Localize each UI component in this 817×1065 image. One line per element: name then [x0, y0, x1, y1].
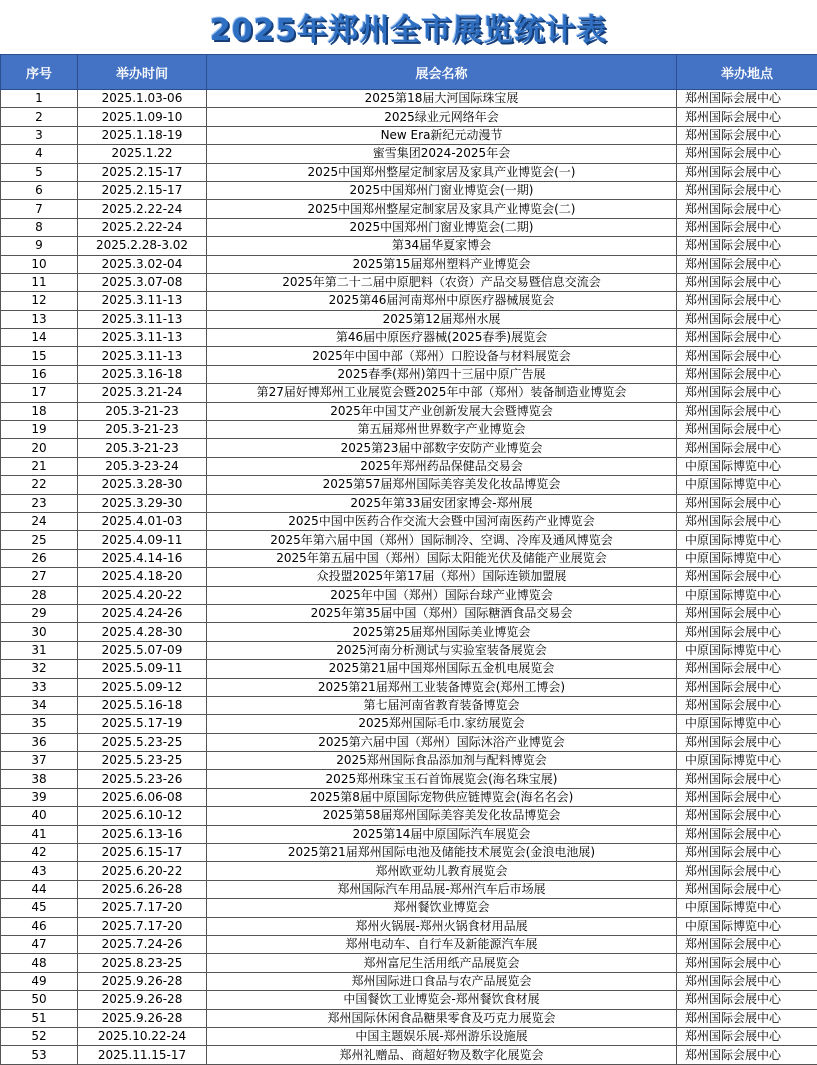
cell-name: 2025第8届中原国际宠物供应链博览会(海名名会)	[207, 788, 677, 806]
cell-index: 33	[1, 678, 78, 696]
cell-name: 蜜雪集团2024-2025年会	[207, 145, 677, 163]
cell-name: 第七届河南省教育装备博览会	[207, 696, 677, 714]
cell-index: 19	[1, 421, 78, 439]
table-row	[1, 310, 817, 328]
cell-date: 2025.5.17-19	[78, 715, 207, 733]
cell-date: 2025.3.07-08	[78, 273, 207, 291]
cell-name: 2025第58届郑州国际美容美发化妆品博览会	[207, 807, 677, 825]
cell-venue: 郑州国际会展中心	[677, 678, 817, 696]
table-row	[1, 494, 817, 512]
cell-venue: 郑州国际会展中心	[677, 991, 817, 1009]
table-row	[1, 237, 817, 255]
table-row	[1, 512, 817, 530]
cell-venue: 郑州国际会展中心	[677, 494, 817, 512]
cell-venue: 郑州国际会展中心	[677, 310, 817, 328]
cell-date: 2025.7.17-20	[78, 899, 207, 917]
cell-index: 50	[1, 991, 78, 1009]
cell-name: 2025年中国艾产业创新发展大会暨博览会	[207, 402, 677, 420]
cell-date: 2025.3.16-18	[78, 365, 207, 383]
cell-name: 郑州国际汽车用品展-郑州汽车后市场展	[207, 880, 677, 898]
cell-date: 2025.3.28-30	[78, 476, 207, 494]
cell-index: 43	[1, 862, 78, 880]
cell-index: 13	[1, 310, 78, 328]
cell-name: 2025第46届河南郑州中原医疗器械展览会	[207, 292, 677, 310]
cell-date: 2025.4.14-16	[78, 549, 207, 567]
cell-venue: 郑州国际会展中心	[677, 807, 817, 825]
cell-index: 2	[1, 108, 78, 126]
cell-date: 2025.4.09-11	[78, 531, 207, 549]
cell-venue: 中原国际博览中心	[677, 476, 817, 494]
cell-name: 2025河南分析测试与实验室装备展览会	[207, 641, 677, 659]
cell-venue: 郑州国际会展中心	[677, 200, 817, 218]
cell-index: 32	[1, 660, 78, 678]
cell-venue: 中原国际博览中心	[677, 752, 817, 770]
cell-date: 2025.2.15-17	[78, 181, 207, 199]
cell-date: 2025.3.02-04	[78, 255, 207, 273]
cell-index: 10	[1, 255, 78, 273]
cell-index: 53	[1, 1046, 78, 1064]
table-row	[1, 770, 817, 788]
cell-index: 35	[1, 715, 78, 733]
table-row	[1, 549, 817, 567]
cell-venue: 郑州国际会展中心	[677, 365, 817, 383]
cell-venue: 郑州国际会展中心	[677, 384, 817, 402]
table-row	[1, 623, 817, 641]
cell-date: 2025.10.22-24	[78, 1027, 207, 1045]
cell-date: 2025.4.01-03	[78, 512, 207, 530]
cell-date: 2025.9.26-28	[78, 1009, 207, 1027]
cell-date: 2025.6.10-12	[78, 807, 207, 825]
cell-venue: 郑州国际会展中心	[677, 1046, 817, 1064]
cell-index: 48	[1, 954, 78, 972]
cell-venue: 郑州国际会展中心	[677, 237, 817, 255]
table-row	[1, 1009, 817, 1027]
cell-venue: 郑州国际会展中心	[677, 770, 817, 788]
table-row	[1, 126, 817, 144]
table-row	[1, 586, 817, 604]
exhibition-table	[0, 54, 817, 1065]
cell-name: 2025年第六届中国（郑州）国际制冷、空调、冷库及通风博览会	[207, 531, 677, 549]
cell-venue: 郑州国际会展中心	[677, 439, 817, 457]
cell-name: 2025年第二十二届中原肥料（农资）产品交易暨信息交流会	[207, 273, 677, 291]
table-row	[1, 660, 817, 678]
cell-index: 21	[1, 457, 78, 475]
header-date: 举办时间	[78, 55, 207, 90]
cell-index: 25	[1, 531, 78, 549]
table-row	[1, 807, 817, 825]
cell-venue: 中原国际博览中心	[677, 917, 817, 935]
cell-venue: 中原国际博览中心	[677, 586, 817, 604]
cell-date: 205.3-21-23	[78, 402, 207, 420]
table-row	[1, 476, 817, 494]
table-row	[1, 402, 817, 420]
cell-index: 27	[1, 568, 78, 586]
table-row	[1, 733, 817, 751]
cell-index: 36	[1, 733, 78, 751]
cell-date: 2025.2.22-24	[78, 200, 207, 218]
table-row	[1, 292, 817, 310]
table-row	[1, 1046, 817, 1064]
cell-index: 14	[1, 329, 78, 347]
cell-index: 39	[1, 788, 78, 806]
cell-date: 2025.3.11-13	[78, 292, 207, 310]
cell-date: 2025.1.09-10	[78, 108, 207, 126]
cell-venue: 郑州国际会展中心	[677, 145, 817, 163]
cell-name: 2025第23届中部数字安防产业博览会	[207, 439, 677, 457]
cell-venue: 郑州国际会展中心	[677, 972, 817, 990]
cell-venue: 郑州国际会展中心	[677, 604, 817, 622]
table-row	[1, 917, 817, 935]
cell-name: 2025年第33届安团家博会-郑州展	[207, 494, 677, 512]
cell-date: 2025.7.17-20	[78, 917, 207, 935]
page-title: 2025年郑州全市展览统计表	[0, 0, 817, 54]
cell-name: 2025第六届中国（郑州）国际沐浴产业博览会	[207, 733, 677, 751]
cell-name: 郑州欧亚幼儿教育展览会	[207, 862, 677, 880]
cell-index: 9	[1, 237, 78, 255]
cell-name: 2025绿业元网络年会	[207, 108, 677, 126]
table-row	[1, 678, 817, 696]
cell-venue: 郑州国际会展中心	[677, 1009, 817, 1027]
cell-date: 2025.6.20-22	[78, 862, 207, 880]
cell-name: 郑州富尼生活用纸产品展览会	[207, 954, 677, 972]
table-row	[1, 439, 817, 457]
cell-date: 2025.5.23-25	[78, 752, 207, 770]
table-row	[1, 531, 817, 549]
cell-venue: 郑州国际会展中心	[677, 90, 817, 108]
cell-name: 第46届中原医疗器械(2025春季)展览会	[207, 329, 677, 347]
cell-date: 2025.5.09-12	[78, 678, 207, 696]
cell-name: 郑州餐饮业博览会	[207, 899, 677, 917]
cell-venue: 郑州国际会展中心	[677, 1027, 817, 1045]
cell-name: 2025第25届郑州国际美业博览会	[207, 623, 677, 641]
cell-venue: 郑州国际会展中心	[677, 402, 817, 420]
table-row	[1, 844, 817, 862]
cell-venue: 郑州国际会展中心	[677, 181, 817, 199]
cell-venue: 郑州国际会展中心	[677, 163, 817, 181]
cell-index: 44	[1, 880, 78, 898]
cell-date: 2025.11.15-17	[78, 1046, 207, 1064]
cell-name: 郑州火锅展-郑州火锅食材用品展	[207, 917, 677, 935]
cell-date: 2025.6.26-28	[78, 880, 207, 898]
cell-date: 2025.6.13-16	[78, 825, 207, 843]
cell-name: 众投盟2025年第17届（郑州）国际连锁加盟展	[207, 568, 677, 586]
table-row	[1, 825, 817, 843]
table-row	[1, 347, 817, 365]
cell-name: 2025中国郑州门窗业博览会(一期)	[207, 181, 677, 199]
table-header-row	[1, 55, 817, 90]
cell-venue: 郑州国际会展中心	[677, 623, 817, 641]
cell-index: 23	[1, 494, 78, 512]
cell-index: 16	[1, 365, 78, 383]
table-row	[1, 752, 817, 770]
table-body	[1, 90, 817, 1065]
cell-name: 2025郑州珠宝玉石首饰展览会(海名珠宝展)	[207, 770, 677, 788]
cell-index: 24	[1, 512, 78, 530]
cell-venue: 郑州国际会展中心	[677, 329, 817, 347]
cell-name: 2025第21届郑州工业装备博览会(郑州工博会)	[207, 678, 677, 696]
cell-index: 12	[1, 292, 78, 310]
cell-name: 2025郑州国际毛巾.家纺展览会	[207, 715, 677, 733]
cell-venue: 郑州国际会展中心	[677, 733, 817, 751]
cell-venue: 郑州国际会展中心	[677, 844, 817, 862]
cell-date: 2025.5.09-11	[78, 660, 207, 678]
cell-index: 38	[1, 770, 78, 788]
cell-name: 第34届华夏家博会	[207, 237, 677, 255]
cell-name: 2025中国郑州整屋定制家居及家具产业博览会(二)	[207, 200, 677, 218]
cell-venue: 郑州国际会展中心	[677, 273, 817, 291]
cell-venue: 郑州国际会展中心	[677, 696, 817, 714]
table-row	[1, 715, 817, 733]
cell-date: 205.3-21-23	[78, 439, 207, 457]
cell-name: 2025第57届郑州国际美容美发化妆品博览会	[207, 476, 677, 494]
cell-name: 中国主题娱乐展-郑州游乐设施展	[207, 1027, 677, 1045]
cell-date: 2025.4.20-22	[78, 586, 207, 604]
cell-name: 2025中国郑州门窗业博览会(二期)	[207, 218, 677, 236]
cell-index: 7	[1, 200, 78, 218]
cell-name: 郑州国际进口食品与农产品展览会	[207, 972, 677, 990]
cell-index: 41	[1, 825, 78, 843]
table-row	[1, 696, 817, 714]
cell-index: 11	[1, 273, 78, 291]
cell-index: 37	[1, 752, 78, 770]
cell-venue: 郑州国际会展中心	[677, 954, 817, 972]
cell-date: 2025.3.11-13	[78, 310, 207, 328]
cell-date: 2025.2.15-17	[78, 163, 207, 181]
cell-index: 31	[1, 641, 78, 659]
table-row	[1, 788, 817, 806]
cell-name: 2025第12届郑州水展	[207, 310, 677, 328]
cell-venue: 郑州国际会展中心	[677, 660, 817, 678]
table-row	[1, 1027, 817, 1045]
cell-venue: 郑州国际会展中心	[677, 347, 817, 365]
cell-name: 2025郑州国际食品添加剂与配料博览会	[207, 752, 677, 770]
cell-name: 2025第14届中原国际汽车展览会	[207, 825, 677, 843]
cell-date: 2025.6.15-17	[78, 844, 207, 862]
cell-date: 2025.4.24-26	[78, 604, 207, 622]
table-row	[1, 991, 817, 1009]
cell-date: 2025.5.16-18	[78, 696, 207, 714]
cell-index: 18	[1, 402, 78, 420]
cell-index: 45	[1, 899, 78, 917]
table-row	[1, 880, 817, 898]
table-row	[1, 457, 817, 475]
cell-venue: 郑州国际会展中心	[677, 788, 817, 806]
cell-date: 2025.1.18-19	[78, 126, 207, 144]
cell-venue: 郑州国际会展中心	[677, 512, 817, 530]
cell-name: 中国餐饮工业博览会-郑州餐饮食材展	[207, 991, 677, 1009]
table-row	[1, 181, 817, 199]
table-row	[1, 365, 817, 383]
cell-venue: 郑州国际会展中心	[677, 218, 817, 236]
cell-venue: 郑州国际会展中心	[677, 825, 817, 843]
cell-date: 2025.2.28-3.02	[78, 237, 207, 255]
cell-name: 郑州礼赠品、商超好物及数字化展览会	[207, 1046, 677, 1064]
table-row	[1, 935, 817, 953]
cell-index: 28	[1, 586, 78, 604]
cell-date: 2025.5.23-26	[78, 770, 207, 788]
table-row	[1, 108, 817, 126]
table-row	[1, 273, 817, 291]
cell-venue: 郑州国际会展中心	[677, 568, 817, 586]
table-row	[1, 90, 817, 108]
cell-index: 8	[1, 218, 78, 236]
cell-name: 2025春季(郑州)第四十三届中原广告展	[207, 365, 677, 383]
cell-index: 3	[1, 126, 78, 144]
cell-name: 2025年第35届中国（郑州）国际糖酒食品交易会	[207, 604, 677, 622]
cell-name: 郑州国际休闲食品糖果零食及巧克力展览会	[207, 1009, 677, 1027]
cell-name: 2025年第五届中国（郑州）国际太阳能光伏及储能产业展览会	[207, 549, 677, 567]
cell-date: 2025.3.29-30	[78, 494, 207, 512]
cell-date: 2025.3.11-13	[78, 347, 207, 365]
cell-venue: 中原国际博览中心	[677, 457, 817, 475]
table-row	[1, 604, 817, 622]
cell-index: 46	[1, 917, 78, 935]
cell-name: 2025年郑州药品保健品交易会	[207, 457, 677, 475]
cell-index: 6	[1, 181, 78, 199]
cell-name: 2025第21届中国郑州国际五金机电展览会	[207, 660, 677, 678]
cell-venue: 中原国际博览中心	[677, 549, 817, 567]
cell-date: 2025.1.22	[78, 145, 207, 163]
cell-name: 第27届好博郑州工业展览会暨2025年中部（郑州）装备制造业博览会	[207, 384, 677, 402]
cell-index: 1	[1, 90, 78, 108]
cell-index: 30	[1, 623, 78, 641]
cell-venue: 郑州国际会展中心	[677, 880, 817, 898]
cell-index: 51	[1, 1009, 78, 1027]
cell-date: 2025.4.18-20	[78, 568, 207, 586]
cell-date: 2025.8.23-25	[78, 954, 207, 972]
header-index: 序号	[1, 55, 78, 90]
cell-index: 52	[1, 1027, 78, 1045]
cell-date: 2025.1.03-06	[78, 90, 207, 108]
cell-index: 22	[1, 476, 78, 494]
table-row	[1, 255, 817, 273]
cell-name: 2025第18届大河国际珠宝展	[207, 90, 677, 108]
cell-index: 4	[1, 145, 78, 163]
cell-venue: 中原国际博览中心	[677, 899, 817, 917]
table-row	[1, 163, 817, 181]
cell-index: 42	[1, 844, 78, 862]
cell-index: 29	[1, 604, 78, 622]
cell-date: 2025.5.07-09	[78, 641, 207, 659]
cell-name: 2025年中国中部（郑州）口腔设备与材料展览会	[207, 347, 677, 365]
table-row	[1, 899, 817, 917]
cell-index: 26	[1, 549, 78, 567]
cell-date: 205.3-23-24	[78, 457, 207, 475]
cell-index: 15	[1, 347, 78, 365]
cell-venue: 郑州国际会展中心	[677, 108, 817, 126]
cell-venue: 中原国际博览中心	[677, 715, 817, 733]
cell-venue: 郑州国际会展中心	[677, 421, 817, 439]
cell-date: 2025.9.26-28	[78, 991, 207, 1009]
cell-name: 2025中国郑州整屋定制家居及家具产业博览会(一)	[207, 163, 677, 181]
cell-name: 2025第15届郑州塑料产业博览会	[207, 255, 677, 273]
table-row	[1, 329, 817, 347]
cell-name: 郑州电动车、自行车及新能源汽车展	[207, 935, 677, 953]
table-row	[1, 145, 817, 163]
cell-date: 2025.4.28-30	[78, 623, 207, 641]
table-row	[1, 862, 817, 880]
cell-venue: 郑州国际会展中心	[677, 935, 817, 953]
cell-index: 49	[1, 972, 78, 990]
cell-date: 2025.7.24-26	[78, 935, 207, 953]
cell-name: 2025第21届郑州国际电池及储能技术展览会(金浪电池展)	[207, 844, 677, 862]
table-row	[1, 954, 817, 972]
cell-venue: 郑州国际会展中心	[677, 292, 817, 310]
cell-date: 2025.6.06-08	[78, 788, 207, 806]
header-venue: 举办地点	[677, 55, 817, 90]
cell-index: 34	[1, 696, 78, 714]
cell-index: 5	[1, 163, 78, 181]
table-row	[1, 972, 817, 990]
cell-venue: 郑州国际会展中心	[677, 255, 817, 273]
cell-date: 2025.9.26-28	[78, 972, 207, 990]
cell-name: 2025中国中医药合作交流大会暨中国河南医药产业博览会	[207, 512, 677, 530]
cell-index: 47	[1, 935, 78, 953]
cell-date: 2025.5.23-25	[78, 733, 207, 751]
table-row	[1, 384, 817, 402]
cell-name: New Era新纪元动漫节	[207, 126, 677, 144]
table-row	[1, 218, 817, 236]
cell-name: 第五届郑州世界数字产业博览会	[207, 421, 677, 439]
cell-venue: 郑州国际会展中心	[677, 126, 817, 144]
table-row	[1, 641, 817, 659]
table-row	[1, 200, 817, 218]
cell-index: 17	[1, 384, 78, 402]
cell-venue: 郑州国际会展中心	[677, 862, 817, 880]
cell-date: 2025.2.22-24	[78, 218, 207, 236]
cell-date: 2025.3.11-13	[78, 329, 207, 347]
cell-date: 2025.3.21-24	[78, 384, 207, 402]
cell-date: 205.3-21-23	[78, 421, 207, 439]
header-name: 展会名称	[207, 55, 677, 90]
table-row	[1, 568, 817, 586]
table-row	[1, 421, 817, 439]
cell-venue: 中原国际博览中心	[677, 641, 817, 659]
cell-index: 20	[1, 439, 78, 457]
cell-venue: 中原国际博览中心	[677, 531, 817, 549]
cell-name: 2025年中国（郑州）国际台球产业博览会	[207, 586, 677, 604]
cell-index: 40	[1, 807, 78, 825]
